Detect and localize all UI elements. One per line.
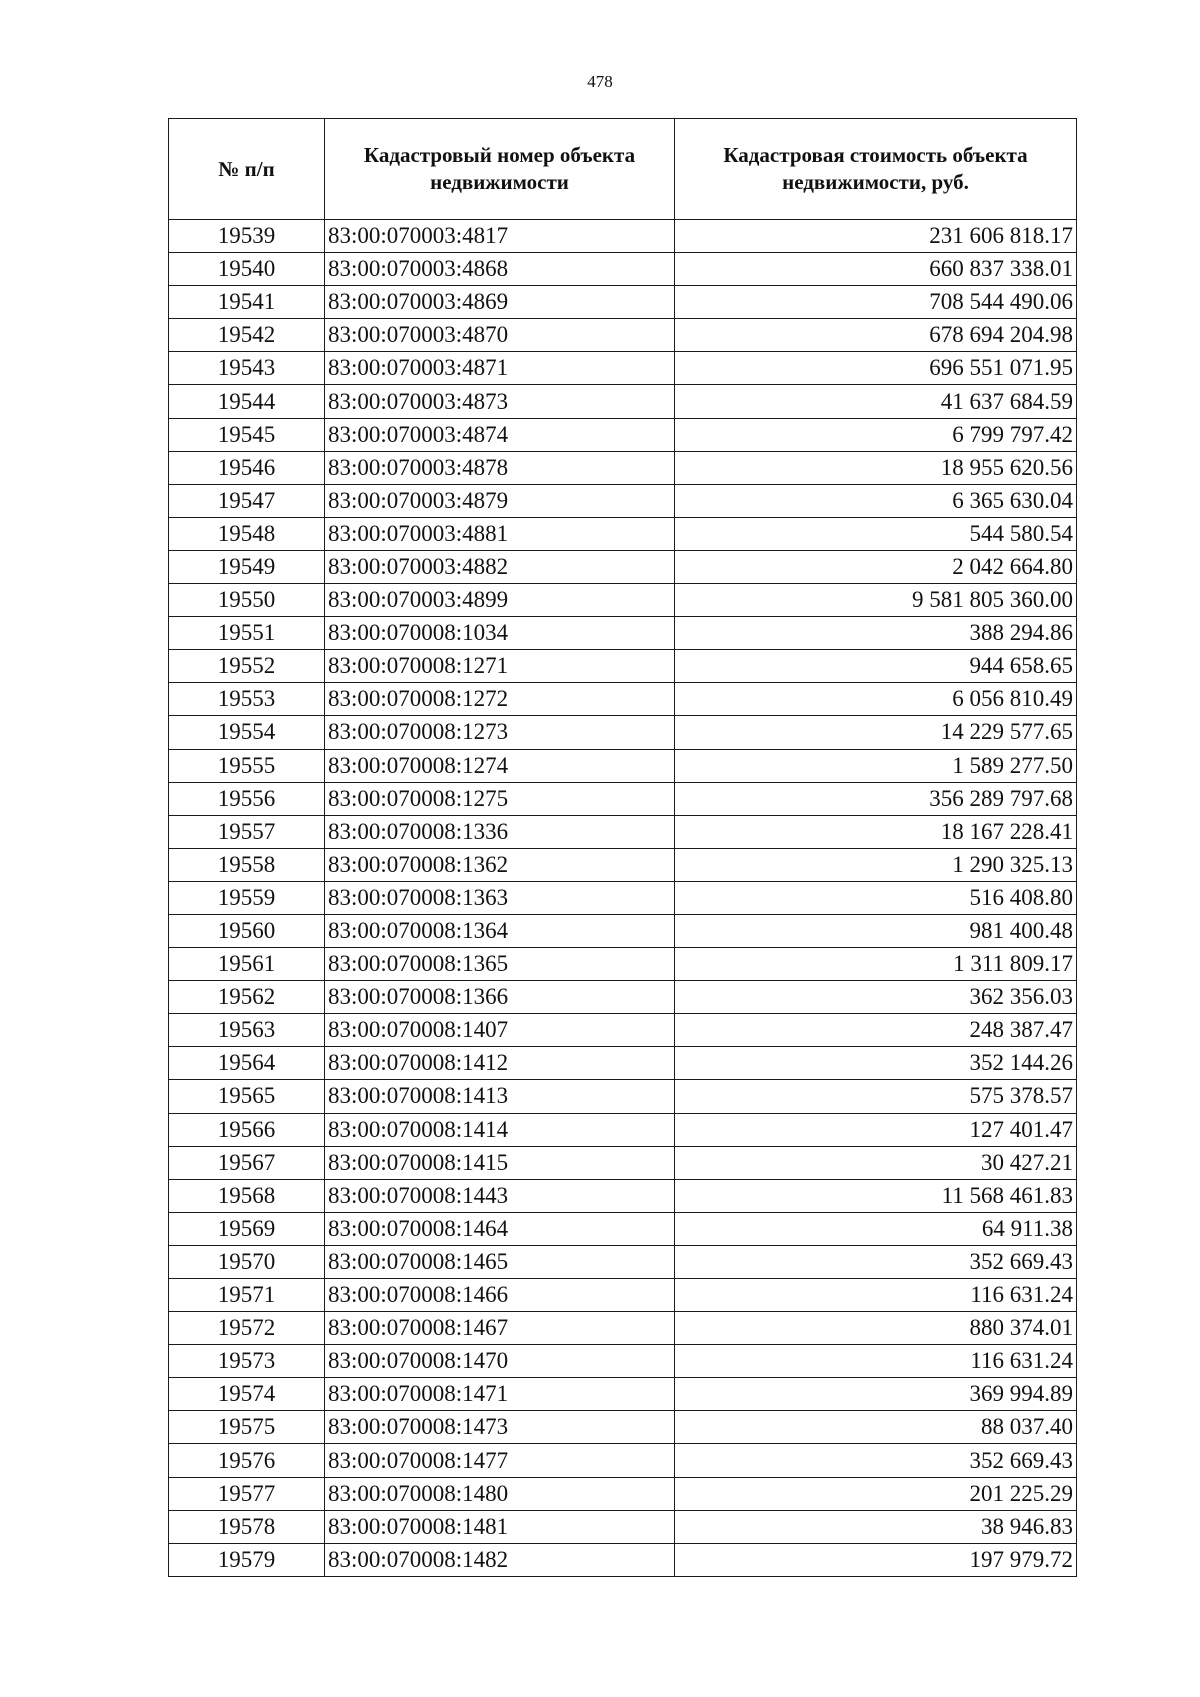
cadastral-value-cell: 981 400.48 (675, 914, 1077, 947)
cadastral-value-cell: 9 581 805 360.00 (675, 584, 1077, 617)
cadastral-number-cell: 83:00:070008:1365 (325, 948, 675, 981)
table-header-row (169, 119, 1077, 220)
cadastral-value-cell: 41 637 684.59 (675, 385, 1077, 418)
cadastral-value-cell: 696 551 071.95 (675, 352, 1077, 385)
cadastral-number-cell: 83:00:070008:1034 (325, 617, 675, 650)
row-number-cell: 19570 (169, 1245, 325, 1278)
table-row (169, 352, 1077, 385)
cadastral-value-cell: 544 580.54 (675, 517, 1077, 550)
table-row (169, 948, 1077, 981)
table-row (169, 650, 1077, 683)
row-number-cell: 19549 (169, 550, 325, 583)
row-number-cell: 19564 (169, 1047, 325, 1080)
row-number-cell: 19572 (169, 1312, 325, 1345)
row-number-cell: 19553 (169, 683, 325, 716)
cadastral-value-cell: 231 606 818.17 (675, 220, 1077, 253)
cadastral-number-cell: 83:00:070008:1467 (325, 1312, 675, 1345)
cadastral-value-cell: 64 911.38 (675, 1212, 1077, 1245)
table-row (169, 1378, 1077, 1411)
table-row (169, 1510, 1077, 1543)
cadastral-number-cell: 83:00:070008:1465 (325, 1245, 675, 1278)
table-row (169, 1312, 1077, 1345)
table-row (169, 319, 1077, 352)
cadastral-number-cell: 83:00:070008:1473 (325, 1411, 675, 1444)
row-number-cell: 19559 (169, 881, 325, 914)
cadastral-number-cell: 83:00:070003:4870 (325, 319, 675, 352)
cadastral-value-cell: 362 356.03 (675, 981, 1077, 1014)
cadastral-value-cell: 356 289 797.68 (675, 782, 1077, 815)
cadastral-number-cell: 83:00:070008:1273 (325, 716, 675, 749)
cadastral-number-cell: 83:00:070008:1414 (325, 1113, 675, 1146)
table-row (169, 848, 1077, 881)
cadastral-value-cell: 127 401.47 (675, 1113, 1077, 1146)
row-number-cell: 19558 (169, 848, 325, 881)
cadastral-number-cell: 83:00:070008:1466 (325, 1279, 675, 1312)
header-cadastral-number: Кадастровый номер объекта недвижимости (325, 119, 675, 220)
table-row (169, 749, 1077, 782)
cadastral-value-cell: 88 037.40 (675, 1411, 1077, 1444)
row-number-cell: 19551 (169, 617, 325, 650)
table-row (169, 683, 1077, 716)
table-row (169, 1543, 1077, 1576)
row-number-cell: 19546 (169, 451, 325, 484)
cadastral-number-cell: 83:00:070008:1336 (325, 815, 675, 848)
cadastral-number-cell: 83:00:070008:1482 (325, 1543, 675, 1576)
cadastral-number-cell: 83:00:070003:4879 (325, 484, 675, 517)
cadastral-number-cell: 83:00:070003:4869 (325, 286, 675, 319)
cadastral-value-cell: 352 669.43 (675, 1245, 1077, 1278)
page-number: 478 (587, 72, 613, 91)
row-number-cell: 19547 (169, 484, 325, 517)
cadastral-number-cell: 83:00:070008:1413 (325, 1080, 675, 1113)
cadastral-value-cell: 14 229 577.65 (675, 716, 1077, 749)
table-row (169, 617, 1077, 650)
table-row (169, 815, 1077, 848)
cadastral-value-cell: 2 042 664.80 (675, 550, 1077, 583)
row-number-cell: 19556 (169, 782, 325, 815)
table-row (169, 1444, 1077, 1477)
table-row (169, 451, 1077, 484)
row-number-cell: 19539 (169, 220, 325, 253)
row-number-cell: 19562 (169, 981, 325, 1014)
header-cadastral-value: Кадастровая стоимость объекта недвижимости, руб. (675, 119, 1077, 220)
table-row (169, 550, 1077, 583)
cadastral-value-cell: 11 568 461.83 (675, 1179, 1077, 1212)
table-row (169, 1245, 1077, 1278)
row-number-cell: 19540 (169, 253, 325, 286)
cadastral-number-cell: 83:00:070008:1477 (325, 1444, 675, 1477)
row-number-cell: 19554 (169, 716, 325, 749)
row-number-cell: 19573 (169, 1345, 325, 1378)
cadastral-number-cell: 83:00:070008:1272 (325, 683, 675, 716)
row-number-cell: 19552 (169, 650, 325, 683)
cadastral-number-cell: 83:00:070003:4817 (325, 220, 675, 253)
table-row (169, 1212, 1077, 1245)
cadastral-value-cell: 880 374.01 (675, 1312, 1077, 1345)
cadastral-value-cell: 944 658.65 (675, 650, 1077, 683)
table-row (169, 1179, 1077, 1212)
cadastral-value-cell: 116 631.24 (675, 1345, 1077, 1378)
cadastral-number-cell: 83:00:070008:1366 (325, 981, 675, 1014)
cadastral-number-cell: 83:00:070003:4878 (325, 451, 675, 484)
row-number-cell: 19565 (169, 1080, 325, 1113)
table-row (169, 418, 1077, 451)
table-row (169, 1080, 1077, 1113)
row-number-cell: 19560 (169, 914, 325, 947)
row-number-cell: 19545 (169, 418, 325, 451)
table-row (169, 1014, 1077, 1047)
cadastral-value-cell: 388 294.86 (675, 617, 1077, 650)
table-row (169, 1047, 1077, 1080)
cadastral-number-cell: 83:00:070008:1471 (325, 1378, 675, 1411)
row-number-cell: 19550 (169, 584, 325, 617)
cadastral-value-cell: 116 631.24 (675, 1279, 1077, 1312)
cadastral-value-cell: 18 167 228.41 (675, 815, 1077, 848)
table-row (169, 286, 1077, 319)
cadastral-number-cell: 83:00:070008:1275 (325, 782, 675, 815)
cadastral-value-cell: 1 311 809.17 (675, 948, 1077, 981)
cadastral-value-cell: 369 994.89 (675, 1378, 1077, 1411)
row-number-cell: 19555 (169, 749, 325, 782)
cadastral-value-cell: 678 694 204.98 (675, 319, 1077, 352)
table-row (169, 220, 1077, 253)
cadastral-number-cell: 83:00:070003:4899 (325, 584, 675, 617)
table-row (169, 1345, 1077, 1378)
table-body (169, 220, 1077, 1577)
cadastral-value-cell: 1 589 277.50 (675, 749, 1077, 782)
table-row (169, 584, 1077, 617)
cadastral-value-cell: 6 365 630.04 (675, 484, 1077, 517)
row-number-cell: 19576 (169, 1444, 325, 1477)
cadastral-number-cell: 83:00:070008:1443 (325, 1179, 675, 1212)
table-row (169, 914, 1077, 947)
cadastral-value-cell: 197 979.72 (675, 1543, 1077, 1576)
header-row-number: № п/п (169, 119, 325, 220)
cadastral-number-cell: 83:00:070008:1464 (325, 1212, 675, 1245)
cadastral-value-cell: 201 225.29 (675, 1477, 1077, 1510)
row-number-cell: 19574 (169, 1378, 325, 1411)
cadastral-value-cell: 352 669.43 (675, 1444, 1077, 1477)
cadastral-number-cell: 83:00:070008:1407 (325, 1014, 675, 1047)
cadastral-value-cell: 352 144.26 (675, 1047, 1077, 1080)
cadastral-value-cell: 30 427.21 (675, 1146, 1077, 1179)
cadastral-value-cell: 6 056 810.49 (675, 683, 1077, 716)
table-row (169, 716, 1077, 749)
row-number-cell: 19548 (169, 517, 325, 550)
cadastral-value-cell: 516 408.80 (675, 881, 1077, 914)
table-row (169, 253, 1077, 286)
table-row (169, 385, 1077, 418)
row-number-cell: 19571 (169, 1279, 325, 1312)
table-row (169, 782, 1077, 815)
cadastral-number-cell: 83:00:070008:1363 (325, 881, 675, 914)
row-number-cell: 19563 (169, 1014, 325, 1047)
cadastral-value-cell: 38 946.83 (675, 1510, 1077, 1543)
row-number-cell: 19543 (169, 352, 325, 385)
row-number-cell: 19566 (169, 1113, 325, 1146)
table-row (169, 981, 1077, 1014)
row-number-cell: 19568 (169, 1179, 325, 1212)
cadastral-value-cell: 1 290 325.13 (675, 848, 1077, 881)
cadastral-value-cell: 6 799 797.42 (675, 418, 1077, 451)
table-row (169, 881, 1077, 914)
cadastral-value-cell: 708 544 490.06 (675, 286, 1077, 319)
cadastral-value-table (168, 118, 1077, 1577)
row-number-cell: 19542 (169, 319, 325, 352)
row-number-cell: 19544 (169, 385, 325, 418)
table-row (169, 1146, 1077, 1179)
table-row (169, 1477, 1077, 1510)
row-number-cell: 19575 (169, 1411, 325, 1444)
cadastral-number-cell: 83:00:070003:4881 (325, 517, 675, 550)
table-row (169, 517, 1077, 550)
cadastral-number-cell: 83:00:070008:1470 (325, 1345, 675, 1378)
row-number-cell: 19569 (169, 1212, 325, 1245)
row-number-cell: 19578 (169, 1510, 325, 1543)
cadastral-value-cell: 248 387.47 (675, 1014, 1077, 1047)
cadastral-number-cell: 83:00:070008:1415 (325, 1146, 675, 1179)
cadastral-value-cell: 575 378.57 (675, 1080, 1077, 1113)
table-row (169, 1279, 1077, 1312)
table-row (169, 1113, 1077, 1146)
cadastral-number-cell: 83:00:070008:1274 (325, 749, 675, 782)
row-number-cell: 19541 (169, 286, 325, 319)
cadastral-number-cell: 83:00:070008:1412 (325, 1047, 675, 1080)
row-number-cell: 19577 (169, 1477, 325, 1510)
cadastral-number-cell: 83:00:070008:1364 (325, 914, 675, 947)
table-row (169, 1411, 1077, 1444)
cadastral-number-cell: 83:00:070003:4871 (325, 352, 675, 385)
cadastral-number-cell: 83:00:070008:1271 (325, 650, 675, 683)
cadastral-value-cell: 660 837 338.01 (675, 253, 1077, 286)
row-number-cell: 19561 (169, 948, 325, 981)
row-number-cell: 19567 (169, 1146, 325, 1179)
cadastral-number-cell: 83:00:070008:1480 (325, 1477, 675, 1510)
cadastral-number-cell: 83:00:070003:4873 (325, 385, 675, 418)
cadastral-value-cell: 18 955 620.56 (675, 451, 1077, 484)
table-row (169, 484, 1077, 517)
cadastral-number-cell: 83:00:070003:4868 (325, 253, 675, 286)
cadastral-number-cell: 83:00:070003:4874 (325, 418, 675, 451)
cadastral-number-cell: 83:00:070008:1362 (325, 848, 675, 881)
row-number-cell: 19579 (169, 1543, 325, 1576)
row-number-cell: 19557 (169, 815, 325, 848)
cadastral-number-cell: 83:00:070008:1481 (325, 1510, 675, 1543)
cadastral-number-cell: 83:00:070003:4882 (325, 550, 675, 583)
